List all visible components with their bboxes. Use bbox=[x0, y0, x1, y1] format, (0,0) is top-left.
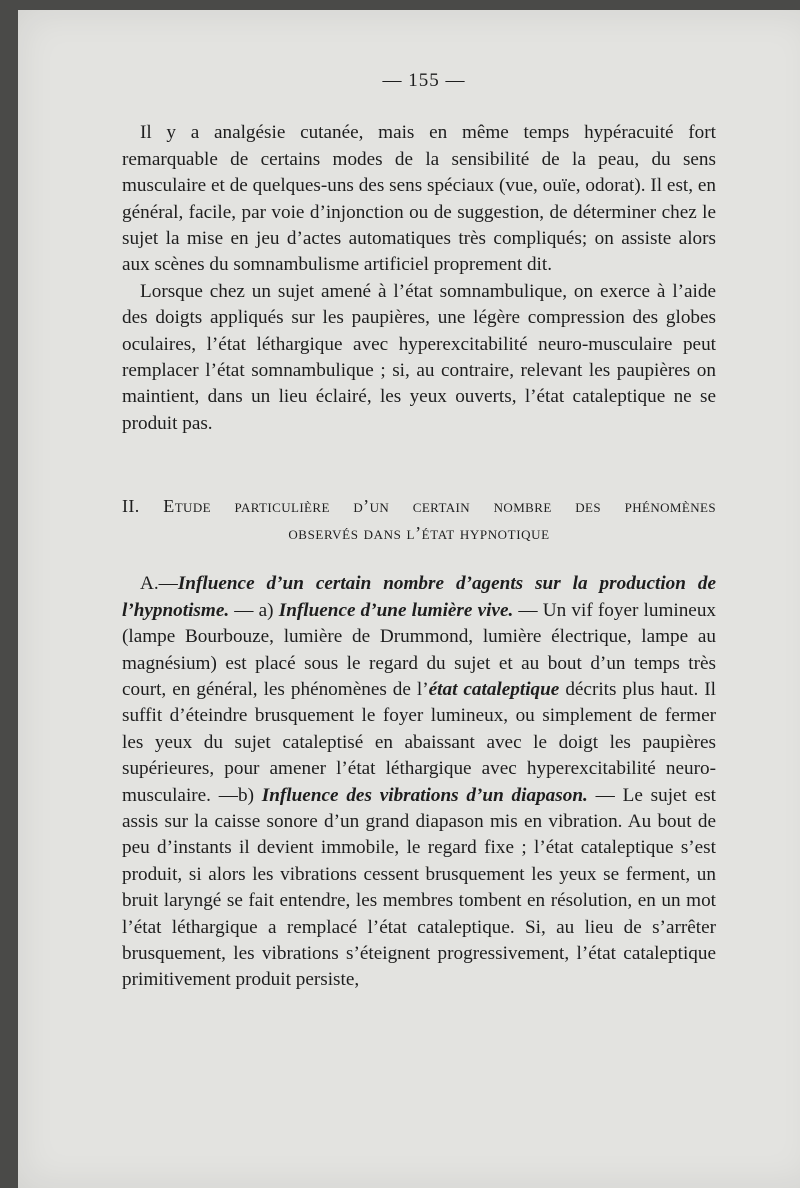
paragraph-analgesie: Il y a analgésie cutanée, mais en même temps hypéracuité fort remarquable de certains modes de la sensibilité de la peau, du sens musculaire et de quelques-uns des sens spéciaux (vue, ouïe, odorat). Il est, en général, facile, par voie d’injonction ou de suggestion, de déterminer chez le sujet la mise en jeu d’actes automatiques très compliqués; on assiste alors aux scènes du somnambulisme artificiel proprement dit. bbox=[122, 122, 716, 276]
page-number: — 155 — bbox=[382, 70, 466, 91]
subsection-b-title: Influence des vibrations d’un diapason. bbox=[261, 784, 588, 806]
section-a-title: Influence d’un certain nombre d’agents sur la production de l’hypnotisme. bbox=[122, 573, 716, 621]
section-heading-line-2: observés dans l’état hypnotique bbox=[288, 523, 550, 544]
page-content bbox=[122, 68, 716, 994]
section-heading-line-1 bbox=[122, 493, 716, 520]
section-title-part-1: Etude particulière d’un certain nombre des phénomènes bbox=[163, 496, 716, 517]
etat-cataleptique-emphasis: état cataleptique bbox=[428, 678, 560, 700]
subsection-a-marker: — a) bbox=[229, 599, 279, 621]
section-a-lead: A.— bbox=[140, 573, 178, 595]
subsection-b-text: — Le sujet est assis sur la caisse sonore d’un grand diapason mis en vibration. Au bout de peu d’instants il devient immobile, le regard fixe ; l’état cataleptique s’est produit, si alors les vibrations cessent brusquement les yeux se ferment, un bruit laryngé se fait entendre, les membres tombent en résolution, en un mot l’état léthargique a remplacé l’état cataleptique. Si, au lieu de s’arrêter brusquement, les vibrations s’éteignent progressivement, l’état cataleptique primitivement produit persiste, bbox=[122, 784, 716, 991]
paragraph-influence-agents bbox=[122, 571, 716, 994]
subsection-a-text: — Un vif foyer lumineux (lampe Bourbouze, lumière de Drummond, lumière électrique, lampe au magnésium) est placé sous le regard du sujet et au bout d’un temps très court, en général, les phénomènes de l’ bbox=[122, 599, 717, 700]
paragraph-somnambulique: Lorsque chez un sujet amené à l’état somnambulique, on exerce à l’aide des doigts appliqués sur les paupières, une légère compression des globes oculaires, l’état léthargique avec hyperexcitabilité neuro-musculaire peut remplacer l’état somnambulique ; si, au contraire, relevant les paupières on maintient, dans un lieu éclairé, les yeux ouverts, l’état cataleptique ne se produit pas. bbox=[122, 280, 716, 434]
book-page bbox=[18, 10, 800, 1188]
subsection-a-text-continued: décrits plus haut. Il suffit d’éteindre brusquement le foyer lumineux, ou simplement de fermer les yeux du sujet cataleptisé en abaissant avec le doigt les paupières supérieures, pour amener l’état léthargique avec hyperexcitabilité neuro-musculaire. —b) bbox=[122, 678, 716, 806]
subsection-a-title: Influence d’une lumière vive. bbox=[278, 599, 514, 621]
section-number: II. bbox=[122, 496, 140, 517]
section-heading bbox=[122, 493, 716, 547]
